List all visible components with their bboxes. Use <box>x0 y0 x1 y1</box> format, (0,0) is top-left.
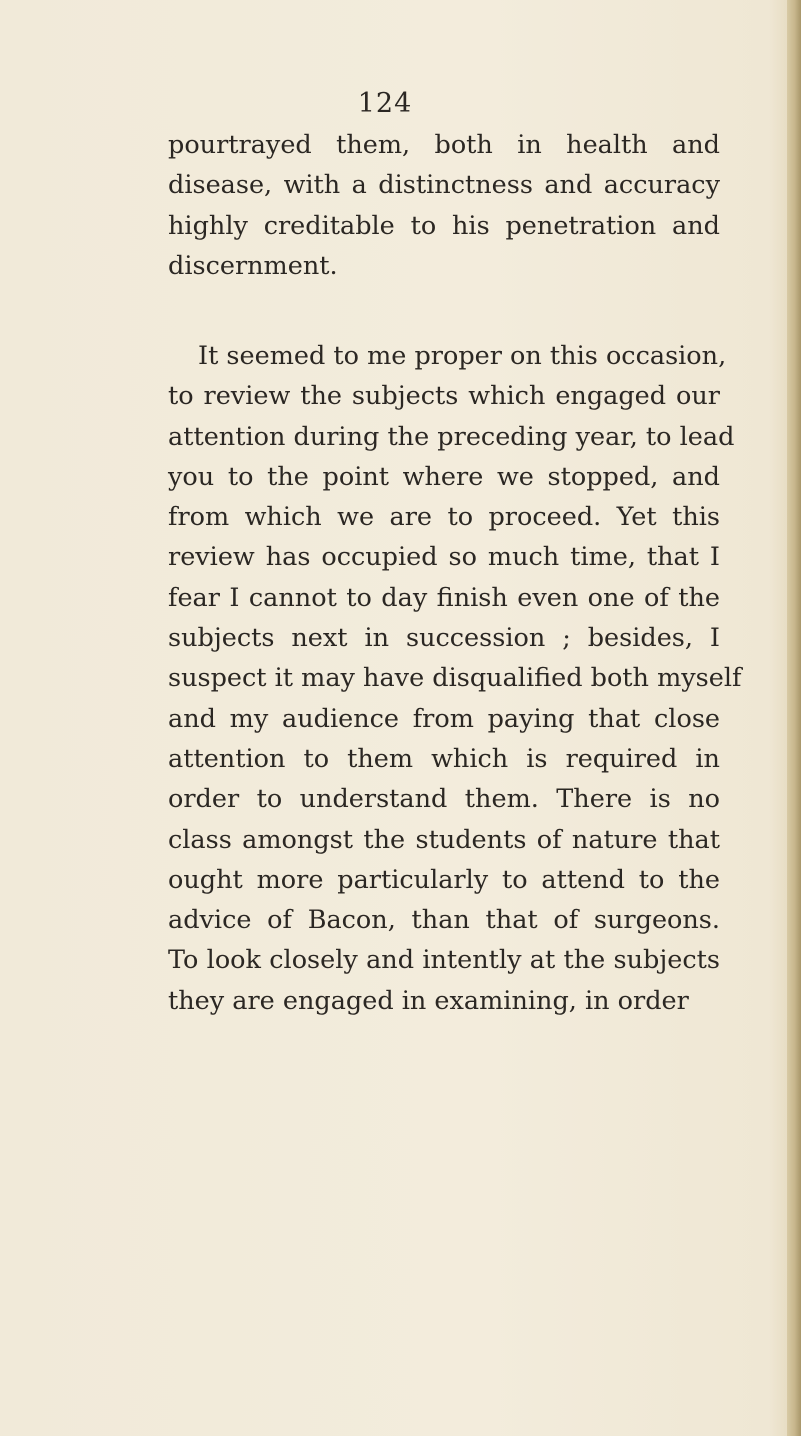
paragraph-2 <box>168 336 742 1021</box>
page-number: 124 <box>357 88 413 119</box>
text-line: and my audience from paying that close <box>168 703 720 734</box>
text-line: fear I cannot to day finish even one of the <box>168 582 720 613</box>
text-line: attention during the preceding year, to lead <box>168 421 735 452</box>
text-line: from which we are to proceed. Yet this <box>168 502 720 533</box>
text-line: you to the point where we stopped, and <box>168 461 720 492</box>
text-line: suspect it may have disqualified both myself <box>168 663 742 694</box>
text-line: highly creditable to his penetration and <box>168 210 720 241</box>
text-line: order to understand them. There is no <box>168 784 720 815</box>
text-line: they are engaged in examining, in order <box>168 985 689 1016</box>
text-line: advice of Bacon, than that of surgeons. <box>168 905 720 936</box>
text-line: disease, with a distinctness and accuracy <box>168 170 720 201</box>
text-line: pourtrayed them, both in health and <box>168 130 720 160</box>
text-line: To look closely and intently at the subjects <box>168 945 720 976</box>
text-line: subjects next in succession ; besides, I <box>168 623 720 654</box>
text-line: attention to them which is required in <box>168 743 720 774</box>
text-line: discernment. <box>168 250 338 281</box>
text-line: review has occupied so much time, that I <box>168 542 720 573</box>
text-line: to review the subjects which engaged our <box>168 381 720 412</box>
text-line: ought more particularly to attend to the <box>168 864 720 895</box>
text-line: class amongst the students of nature that <box>168 824 720 855</box>
page-edge <box>787 0 801 1436</box>
paragraph-1 <box>168 125 720 286</box>
text-line: It seemed to me proper on this occasion, <box>198 341 727 371</box>
